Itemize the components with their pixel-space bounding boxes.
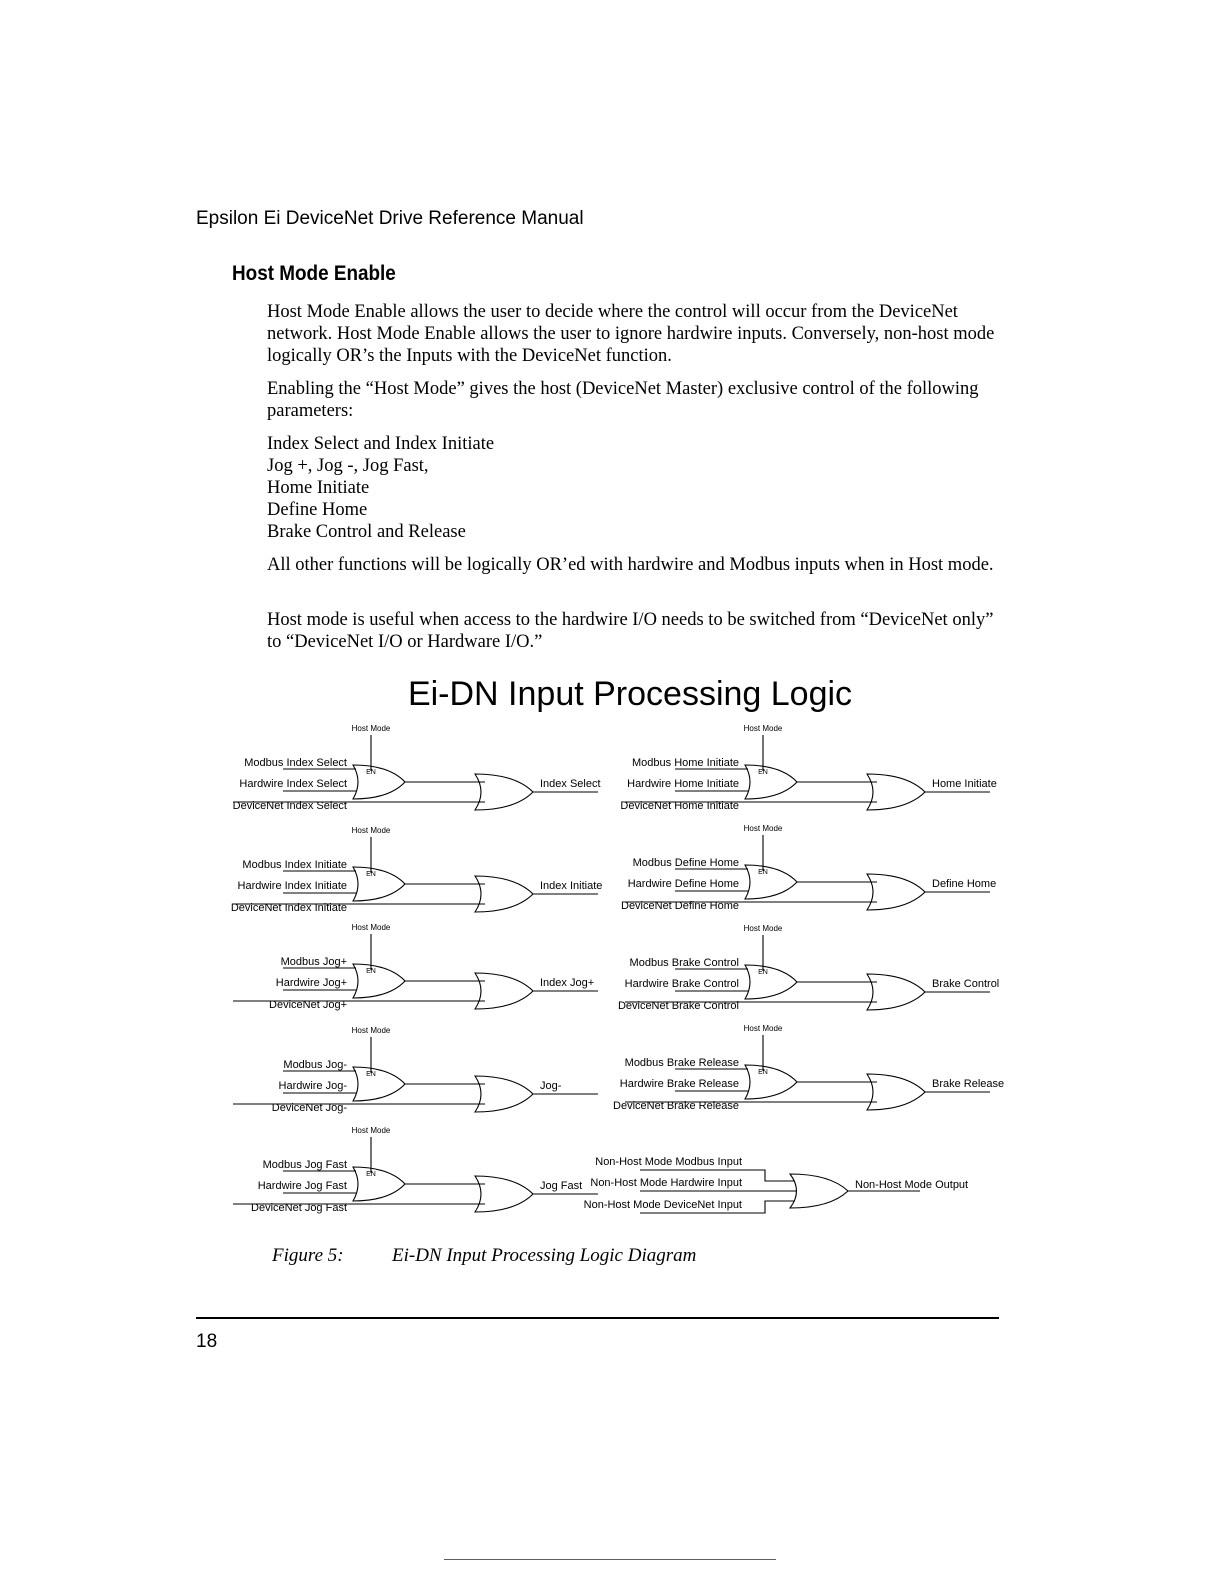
list-item: Jog +, Jog -, Jog Fast, <box>267 456 429 476</box>
logic-gates <box>231 724 1004 1214</box>
paragraph-text: Enabling the “Host Mode” gives the host (DeviceNet Master) exclusive control of the following parameters: <box>267 379 979 421</box>
paragraph-text: Host mode is useful when access to the hardwire I/O needs to be switched from “DeviceNet only” to “DeviceNet I/O or Hardware I/O.” <box>267 610 994 652</box>
non-host-modbus-label: Non-Host Mode Modbus Input <box>595 1156 742 1168</box>
output-label: Brake Control <box>932 978 1000 990</box>
hardwire-input-label: Hardwire Index Select <box>239 778 347 790</box>
devicenet-input-label: DeviceNet Brake Release <box>613 1100 739 1112</box>
list-item: Brake Control and Release <box>267 522 466 542</box>
modbus-input-label: Modbus Brake Control <box>629 957 739 969</box>
hardwire-input-label: Hardwire Define Home <box>627 878 739 890</box>
host-mode-label: Host Mode <box>743 924 783 933</box>
output-or-gate <box>475 1076 533 1112</box>
list-item: Index Select and Index Initiate <box>267 434 495 454</box>
output-or-gate <box>867 874 925 910</box>
input-processing-logic-diagram <box>0 660 1224 1220</box>
host-mode-label: Host Mode <box>351 724 391 733</box>
parameter-list <box>267 433 1007 543</box>
or-gate-with-enable <box>745 865 797 899</box>
running-header: Epsilon Ei DeviceNet Drive Reference Manual <box>196 208 584 229</box>
output-label: Brake Release <box>932 1078 1005 1090</box>
enable-label: EN <box>366 871 376 878</box>
modbus-input-label: Modbus Index Initiate <box>242 859 347 871</box>
figure-caption: Ei-DN Input Processing Logic Diagram <box>392 1245 697 1266</box>
paragraph-text: Host Mode Enable allows the user to decide where the control will occur from the DeviceNet network. Host Mode Enable allows the user to ignore hardwire inputs. Conversely, non-host mode logically OR’s the Inputs with the DeviceNet function. <box>267 302 995 366</box>
page-number: 18 <box>196 1331 218 1352</box>
output-label: Index Select <box>540 778 601 790</box>
output-label: Jog Fast <box>540 1180 583 1192</box>
or-gate-with-enable <box>353 1067 405 1101</box>
non-host-output-label: Non-Host Mode Output <box>855 1179 969 1191</box>
or-gate-with-enable <box>745 1065 797 1099</box>
non-host-devicenet-label: Non-Host Mode DeviceNet Input <box>583 1199 742 1211</box>
paragraph-text: All other functions will be logically OR’ed with hardwire and Modbus inputs when in Host mode. <box>267 555 994 575</box>
host-mode-label: Host Mode <box>743 724 783 733</box>
hardwire-input-label: Hardwire Jog Fast <box>257 1180 347 1192</box>
paragraph-host-mode-intro <box>267 301 1007 367</box>
non-host-hardwire-label: Non-Host Mode Hardwire Input <box>590 1177 742 1189</box>
host-mode-label: Host Mode <box>743 1024 783 1033</box>
hardwire-input-label: Hardwire Index Initiate <box>237 880 347 892</box>
modbus-input-label: Modbus Define Home <box>632 857 739 869</box>
footer-link-line <box>444 1559 776 1560</box>
devicenet-input-label: DeviceNet Define Home <box>621 900 739 912</box>
host-mode-label: Host Mode <box>351 923 391 932</box>
output-or-gate <box>867 974 925 1010</box>
output-or-gate <box>867 774 925 810</box>
host-mode-label: Host Mode <box>351 1026 391 1035</box>
enable-label: EN <box>758 769 768 776</box>
footer-rule <box>196 1317 999 1319</box>
output-or-gate <box>475 876 533 912</box>
hardwire-input-label: Hardwire Home Initiate <box>627 778 739 790</box>
devicenet-input-label: DeviceNet Brake Control <box>617 1000 739 1012</box>
modbus-input-label: Modbus Jog+ <box>280 956 347 968</box>
or-gate-with-enable <box>745 765 797 799</box>
devicenet-input-label: DeviceNet Home Initiate <box>620 800 739 812</box>
modbus-input-label: Modbus Jog- <box>283 1059 347 1071</box>
output-or-gate <box>867 1074 925 1110</box>
non-host-or-gate <box>790 1174 848 1208</box>
enable-label: EN <box>758 969 768 976</box>
or-gate-with-enable <box>745 965 797 999</box>
enable-label: EN <box>758 1069 768 1076</box>
output-label: Index Jog+ <box>540 977 595 989</box>
hardwire-input-label: Hardwire Brake Release <box>619 1078 739 1090</box>
modbus-input-label: Modbus Jog Fast <box>262 1159 347 1171</box>
devicenet-input-label: DeviceNet Jog Fast <box>251 1202 347 1214</box>
paragraph-other-functions <box>267 554 1007 576</box>
enable-label: EN <box>366 769 376 776</box>
enable-label: EN <box>758 869 768 876</box>
devicenet-input-label: DeviceNet Index Initiate <box>230 902 347 914</box>
devicenet-input-label: DeviceNet Jog+ <box>269 999 347 1011</box>
output-or-gate <box>475 1176 533 1212</box>
modbus-input-label: Modbus Index Select <box>244 757 347 769</box>
section-heading: Host Mode Enable <box>232 262 396 285</box>
devicenet-input-label: DeviceNet Jog- <box>271 1102 347 1114</box>
enable-label: EN <box>366 1171 376 1178</box>
enable-label: EN <box>366 968 376 975</box>
modbus-input-label: Modbus Home Initiate <box>632 757 739 769</box>
list-item: Define Home <box>267 500 368 520</box>
or-gate-with-enable <box>353 867 405 901</box>
enable-label: EN <box>366 1071 376 1078</box>
output-or-gate <box>475 973 533 1009</box>
list-item: Home Initiate <box>267 478 370 498</box>
host-mode-label: Host Mode <box>351 826 391 835</box>
or-gate-with-enable <box>353 1167 405 1201</box>
output-label: Jog- <box>540 1080 562 1092</box>
diagram-title: Ei-DN Input Processing Logic <box>407 675 853 713</box>
hardwire-input-label: Hardwire Jog- <box>278 1080 347 1092</box>
host-mode-label: Host Mode <box>743 824 783 833</box>
or-gate-with-enable <box>353 765 405 799</box>
output-label: Define Home <box>932 878 997 890</box>
output-label: Index Initiate <box>540 880 603 892</box>
paragraph-host-usefulness <box>267 609 1007 653</box>
or-gate-with-enable <box>353 964 405 998</box>
hardwire-input-label: Hardwire Jog+ <box>275 977 347 989</box>
host-mode-label: Host Mode <box>351 1126 391 1135</box>
output-or-gate <box>475 774 533 810</box>
modbus-input-label: Modbus Brake Release <box>624 1057 739 1069</box>
output-label: Home Initiate <box>932 778 997 790</box>
hardwire-input-label: Hardwire Brake Control <box>624 978 739 990</box>
paragraph-enabling <box>267 378 1007 422</box>
devicenet-input-label: DeviceNet Index Select <box>232 800 347 812</box>
figure-number: Figure 5: <box>272 1245 344 1266</box>
